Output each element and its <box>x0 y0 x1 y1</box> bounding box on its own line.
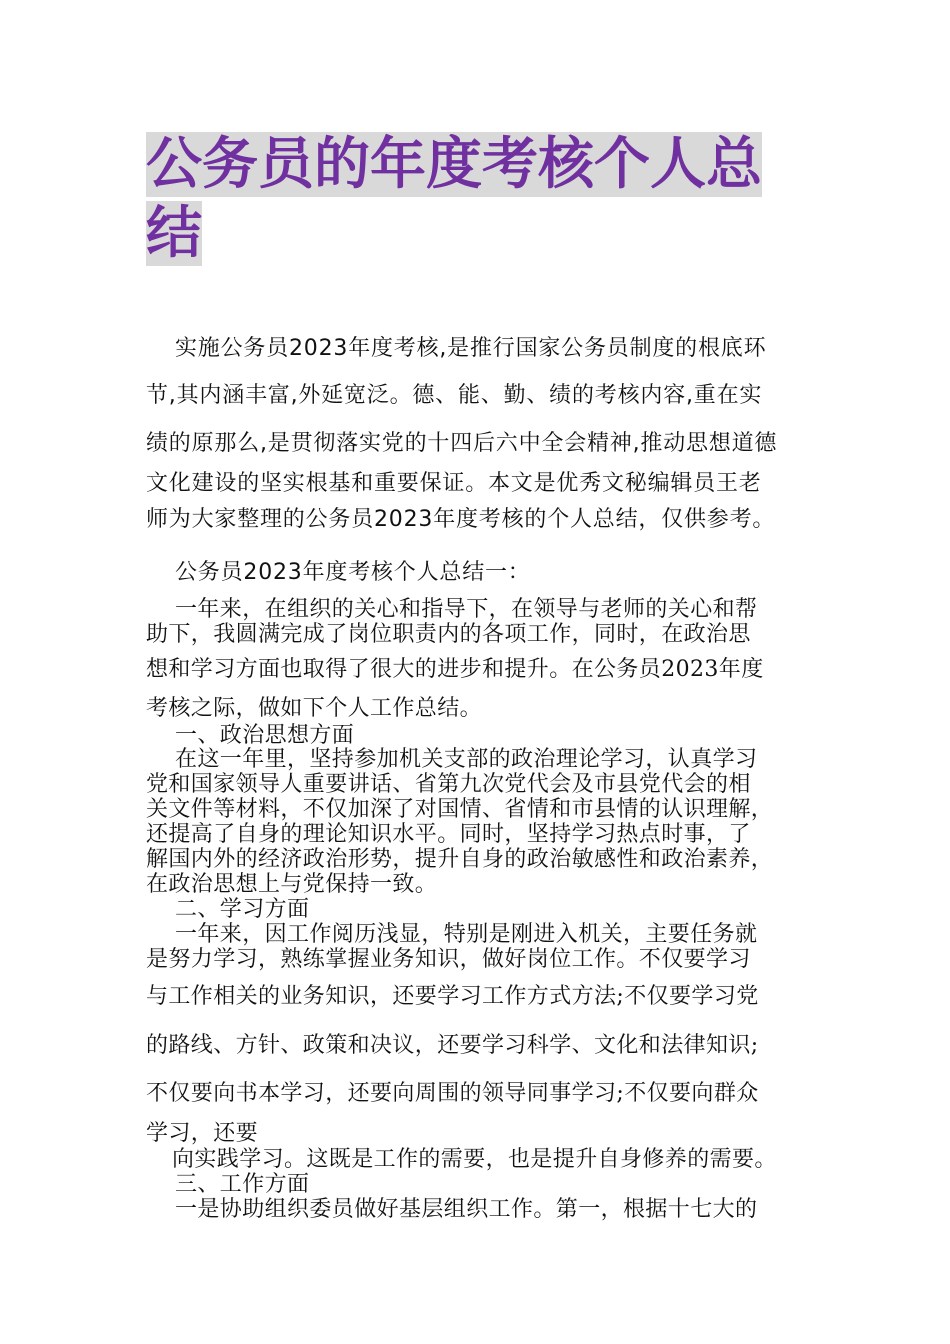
intro-line: 文化建设的坚实根基和重要保证。本文是优秀文秘编辑员王老 <box>146 471 762 496</box>
body-line: 关文件等材料，不仅加深了对国情、省情和市县情的认识理解， <box>146 797 774 822</box>
intro-line: 实施公务员2023年度考核,是推行国家公务员制度的根底环 <box>175 336 767 361</box>
body-line: 与工作相关的业务知识，还要学习工作方式方法;不仅要学习党 <box>146 984 759 1009</box>
body-line: 是努力学习，熟练掌握业务知识，做好岗位工作。不仅要学习 <box>146 947 751 972</box>
body-line: 的路线、方针、政策和决议，还要学习科学、文化和法律知识; <box>146 1033 759 1058</box>
subheading-politics: 一、政治思想方面 <box>175 723 355 748</box>
body-line: 想和学习方面也取得了很大的进步和提升。在公务员2023年度 <box>146 657 764 682</box>
subheading-study: 二、学习方面 <box>175 897 310 922</box>
body-line: 学习，还要 <box>146 1121 259 1146</box>
subheading-work: 三、工作方面 <box>175 1172 310 1197</box>
body-line: 考核之际，做如下个人工作总结。 <box>146 696 483 721</box>
body-line: 还提高了自身的理论知识水平。同时，坚持学习热点时事，了 <box>146 822 751 847</box>
section-heading: 公务员2023年度考核个人总结一： <box>175 560 531 585</box>
body-line: 一年来，因工作阅历浅显，特别是刚进入机关，主要任务就 <box>175 922 758 947</box>
intro-line: 师为大家整理的公务员2023年度考核的个人总结，仅供参考。 <box>146 507 776 532</box>
document-title-line-1: 公务员的年度考核个人总 <box>146 132 762 197</box>
intro-line: 绩的原那么,是贯彻落实党的十四后六中全会精神,推动思想道德 <box>146 431 778 456</box>
body-line: 向实践学习。这既是工作的需要，也是提升自身修养的需要。 <box>172 1147 777 1172</box>
body-line: 一年来，在组织的关心和指导下，在领导与老师的关心和帮 <box>175 597 758 622</box>
body-line: 不仅要向书本学习，还要向周围的领导同事学习;不仅要向群众 <box>146 1081 759 1106</box>
body-line: 党和国家领导人重要讲话、省第九次党代会及市县党代会的相 <box>146 772 751 797</box>
body-line: 助下，我圆满完成了岗位职责内的各项工作，同时，在政治思 <box>146 622 751 647</box>
body-line: 解国内外的经济政治形势，提升自身的政治敏感性和政治素养， <box>146 847 774 872</box>
body-line: 在政治思想上与党保持一致。 <box>146 872 438 897</box>
body-line: 在这一年里，坚持参加机关支部的政治理论学习，认真学习 <box>175 747 758 772</box>
document-title-line-2: 结 <box>146 201 202 266</box>
intro-line: 节,其内涵丰富,外延宽泛。德、能、勤、绩的考核内容,重在实 <box>146 383 763 408</box>
body-line: 一是协助组织委员做好基层组织工作。第一，根据十七大的 <box>175 1197 758 1222</box>
